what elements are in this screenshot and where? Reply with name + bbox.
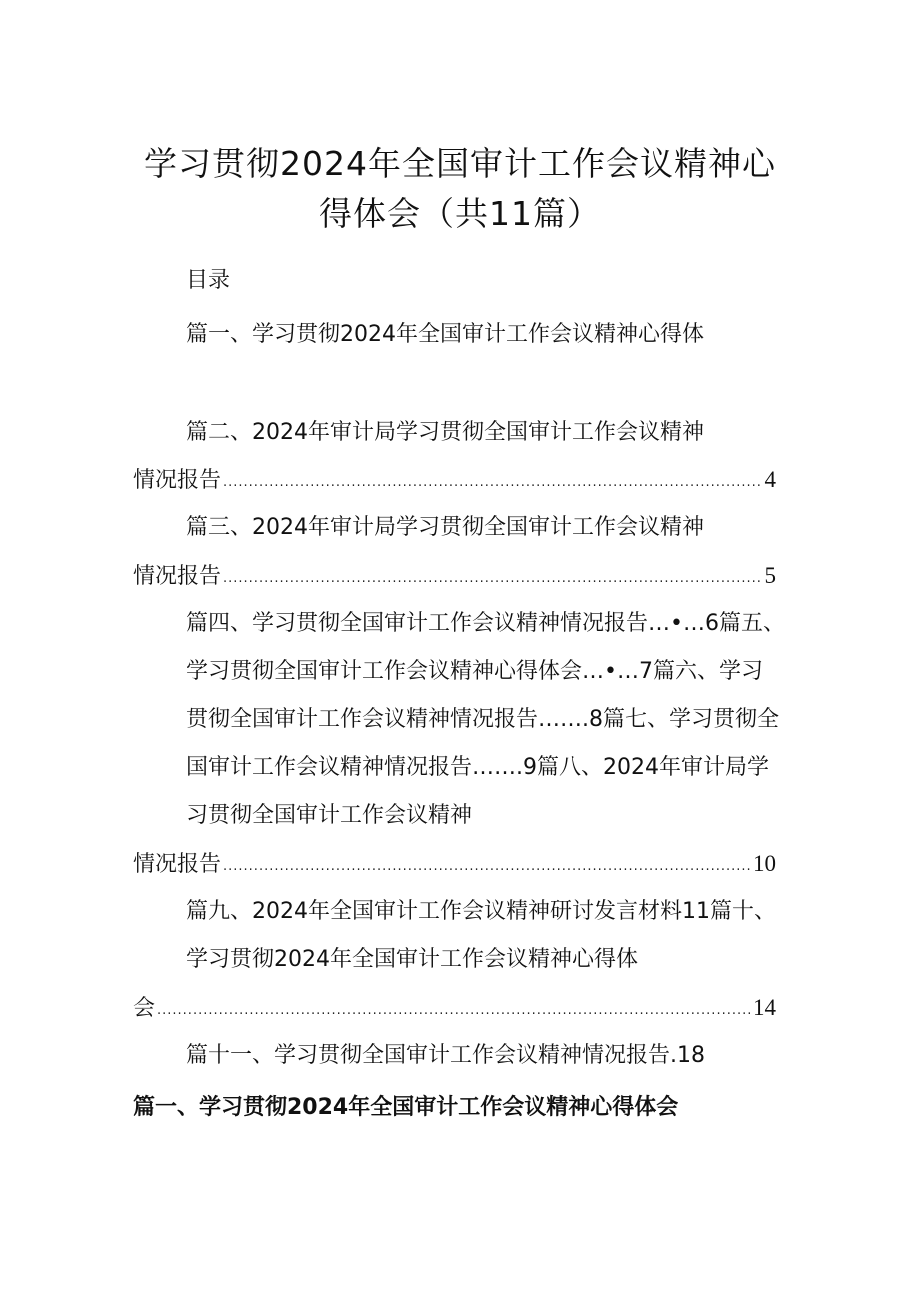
toc-dot-row xyxy=(133,993,776,1027)
toc-dot-row xyxy=(133,849,776,883)
toc-entry: 学习贯彻2024年全国审计工作会议精神心得体 xyxy=(186,947,638,972)
toc-entry: 习贯彻全国审计工作会议精神 xyxy=(186,803,473,828)
toc-page-number: 5 xyxy=(764,563,776,588)
toc-entry: 贯彻全国审计工作会议精神情况报告…….8篇七、学习贯彻全 xyxy=(186,707,779,732)
toc-entry: 篇九、2024年全国审计工作会议精神研讨发言材料11篇十、 xyxy=(186,899,776,924)
toc-page-number: 4 xyxy=(764,467,776,492)
toc-dot-row-label: 情况报告 xyxy=(133,468,222,493)
toc-dot-row-label: 情况报告 xyxy=(133,852,222,877)
body-section-heading: 篇一、学习贯彻2024年全国审计工作会议精神心得体会 xyxy=(133,1095,679,1120)
toc-entry: 篇四、学习贯彻全国审计工作会议精神情况报告…•…6篇五、 xyxy=(186,611,785,636)
toc-entry: 篇二、2024年审计局学习贯彻全国审计工作会议精神 xyxy=(186,420,704,445)
toc-entry: 篇十一、学习贯彻全国审计工作会议精神情况报告.18 xyxy=(186,1043,705,1068)
toc-entry: 篇三、2024年审计局学习贯彻全国审计工作会议精神 xyxy=(186,515,704,540)
toc-leader-dots xyxy=(223,852,751,882)
document-title-line-1: 学习贯彻2024年全国审计工作会议精神心 xyxy=(144,144,776,183)
toc-heading: 目录 xyxy=(186,268,231,293)
toc-dot-row-label: 会 xyxy=(133,996,156,1021)
document-title-line-2: 得体会（共11篇） xyxy=(319,194,601,233)
toc-dot-row-label: 情况报告 xyxy=(133,564,222,589)
toc-dot-row xyxy=(133,465,776,499)
toc-entry: 学习贯彻全国审计工作会议精神心得体会…•…7篇六、学习 xyxy=(186,659,763,684)
toc-leader-dots xyxy=(157,996,751,1026)
toc-entry: 篇一、学习贯彻2024年全国审计工作会议精神心得体 xyxy=(186,322,704,347)
toc-leader-dots xyxy=(223,564,762,594)
toc-entry: 国审计工作会议精神情况报告…….9篇八、2024年审计局学 xyxy=(186,755,769,780)
toc-page-number: 10 xyxy=(753,851,776,876)
toc-dot-row xyxy=(133,561,776,595)
toc-leader-dots xyxy=(223,468,762,498)
toc-page-number: 14 xyxy=(753,995,776,1020)
